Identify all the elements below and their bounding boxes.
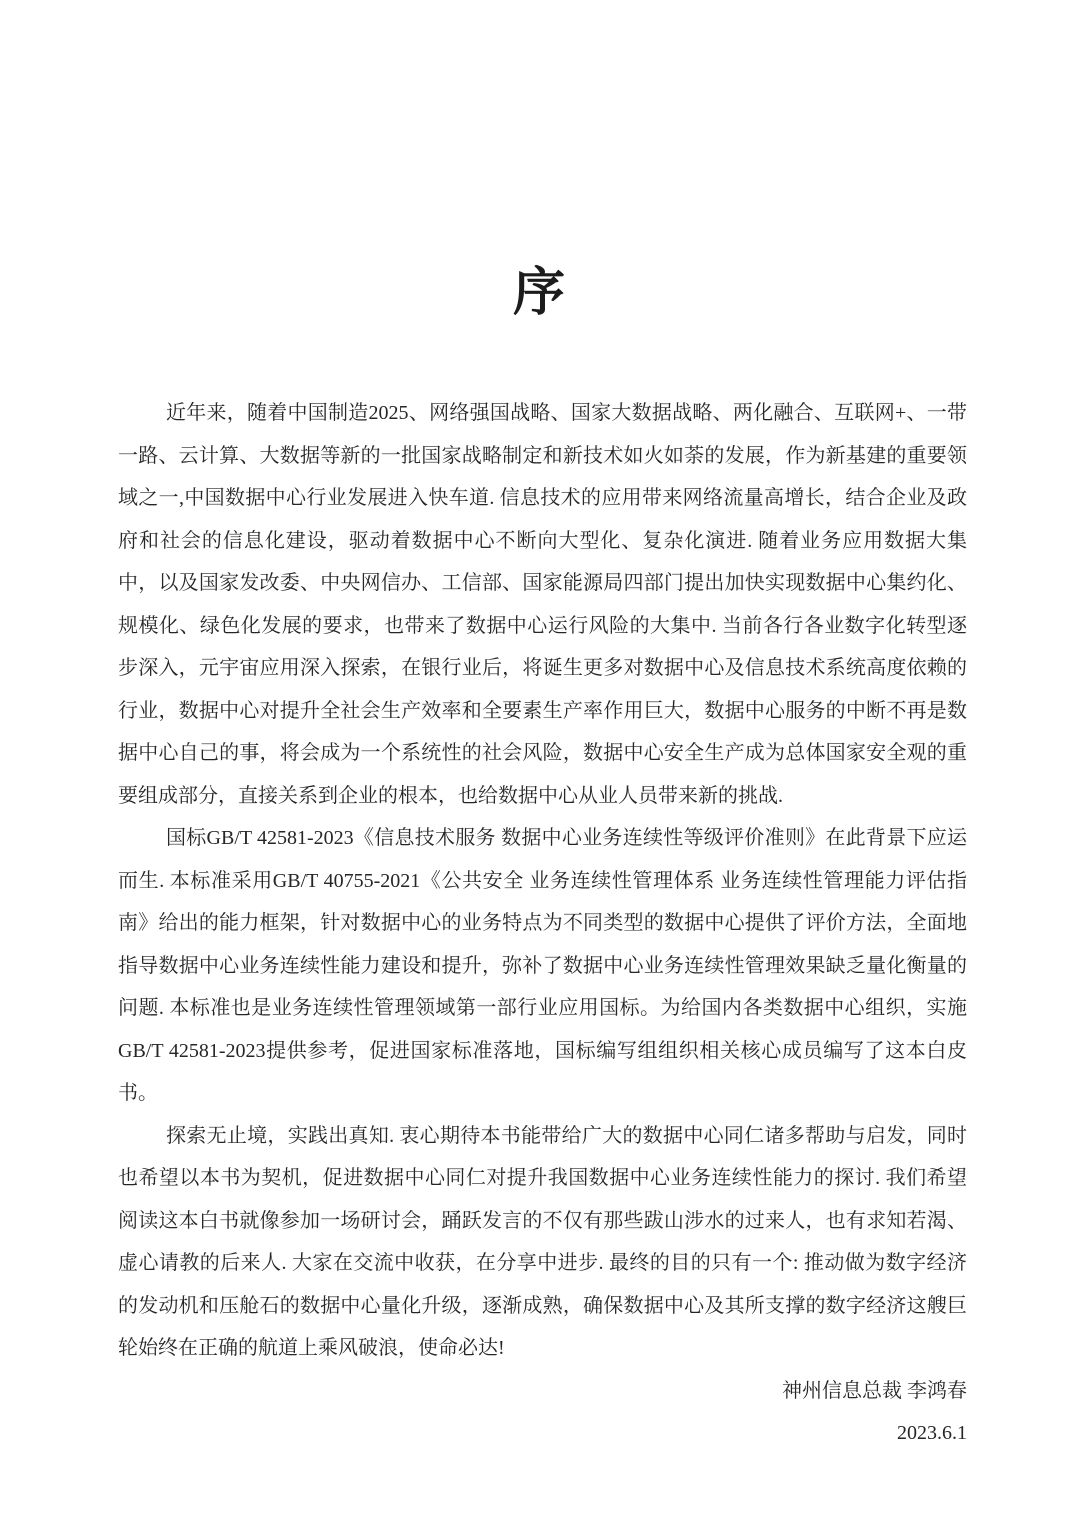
preface-paragraph-3: 探索无止境，实践出真知. 衷心期待本书能带给广大的数据中心同仁诸多帮助与启发，同时也希望以本书为契机，促进数据中心同仁对提升我国数据中心业务连续性能力的探讨. 我们希望阅读这本白书就像参加一场研讨会，踊跃发言的不仅有那些跋山涉水的过来人，也有求知若渴、虚心请教的后来人. 大家在交流中收获，在分享中进步. 最终的目的只有一个: 推动做为数字经济的发动机和压舱石的数据中心量化升级，逐渐成熟，确保数据中心及其所支撑的数字经济这艘巨轮始终在正确的航道上乘风破浪，使命必达! (118, 1124, 967, 1359)
preface-paragraph-1: 近年来，随着中国制造2025、网络强国战略、国家大数据战略、两化融合、互联网+、一带一路、云计算、大数据等新的一批国家战略制定和新技术如火如荼的发展，作为新基建的重要领域之一,中国数据中心行业发展进入快车道. 信息技术的应用带来网络流量高增长，结合企业及政府和社会的信息化建设，驱动着数据中心不断向大型化、复杂化演进. 随着业务应用数据大集中，以及国家发改委、中央网信办、工信部、国家能源局四部门提出加快实现数据中心集约化、规模化、绿色化发展的要求，也带来了数据中心运行风险的大集中. 当前各行各业数字化转型逐步深入，元宇宙应用深入探索，在银行业后，将诞生更多对数据中心及信息技术系统高度依赖的行业，数据中心对提升全社会生产效率和全要素生产率作用巨大，数据中心服务的中断不再是数据中心自己的事，将会成为一个系统性的社会风险，数据中心安全生产成为总体国家安全观的重要组成部分，直接关系到企业的根本，也给数据中心从业人员带来新的挑战. (118, 402, 967, 807)
preface-paragraph-2: 国标GB/T 42581-2023《信息技术服务 数据中心业务连续性等级评价准则》在此背景下应运而生. 本标准采用GB/T 40755-2021《公共安全 业务连续性管理体系 业务连续性管理能力评估指南》给出的能力框架，针对数据中心的业务特点为不同类型的数据中心提供了评价方法，全面地指导数据中心业务连续性能力建设和提升，弥补了数据中心业务连续性管理效果缺乏量化衡量的问题. 本标准也是业务连续性管理领域第一部行业应用国标。为给国内各类数据中心组织，实施GB/T 42581-2023提供参考，促进国家标准落地，国标编写组组织相关核心成员编写了这本白皮书。 (118, 827, 967, 1104)
date-line: 2023.6.1 (897, 1422, 967, 1444)
signature-block (118, 1370, 967, 1455)
signature-line: 神州信息总裁 李鸿春 (782, 1379, 967, 1402)
page-title: 序 (512, 265, 567, 322)
preface-content (118, 392, 967, 1455)
